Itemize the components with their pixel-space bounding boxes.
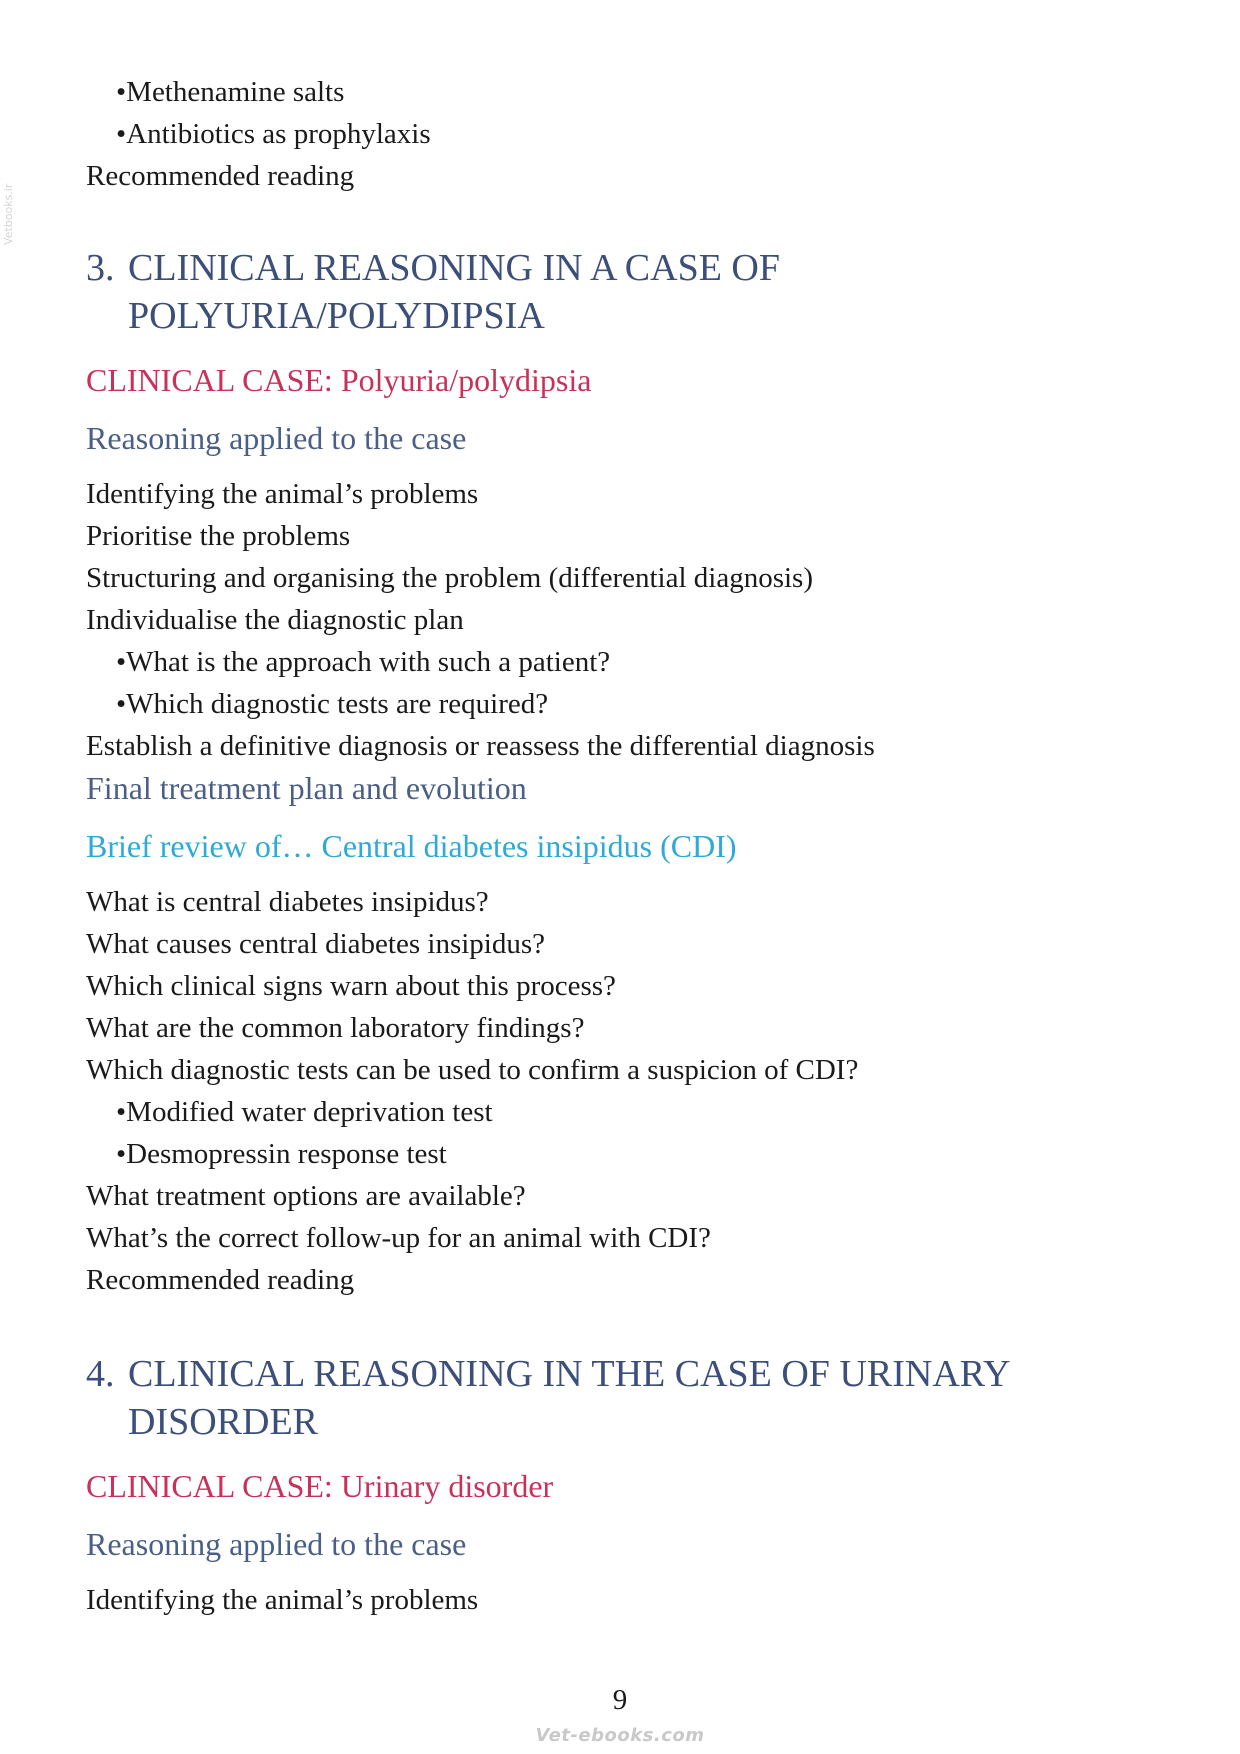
chapter-title-continued: DISORDER (128, 1401, 319, 1443)
clinical-case-heading: CLINICAL CASE: Urinary disorder (86, 1468, 554, 1504)
bullet-item: •Modified water deprivation test (116, 1096, 493, 1128)
bullet-item: •What is the approach with such a patient? (116, 646, 611, 678)
chapter-title-line: CLINICAL REASONING IN THE CASE OF URINARY (128, 1353, 1011, 1395)
recommended-reading: Recommended reading (86, 160, 355, 192)
list-item: Which clinical signs warn about this process? (86, 970, 616, 1002)
review-heading: Brief review of… Central diabetes insipidus (CDI) (86, 828, 737, 864)
list-item: What are the common laboratory findings? (86, 1012, 585, 1044)
page-number: 9 (612, 1684, 628, 1716)
recommended-reading: Recommended reading (86, 1264, 355, 1296)
side-watermark: Vetbooks.ir (2, 183, 15, 245)
clinical-case-heading: CLINICAL CASE: Polyuria/polydipsia (86, 362, 592, 398)
footer-watermark: Vet-ebooks.com (535, 1725, 705, 1746)
list-item: Individualise the diagnostic plan (86, 604, 464, 636)
list-item: Identifying the animal’s problems (86, 478, 479, 510)
reasoning-heading: Reasoning applied to the case (86, 1526, 467, 1562)
list-item: What is central diabetes insipidus? (86, 886, 489, 918)
chapter-title-line: CLINICAL REASONING IN A CASE OF (128, 247, 781, 289)
list-item: Prioritise the problems (86, 520, 351, 552)
chapter-number: 3. (86, 247, 115, 289)
chapter-number: 4. (86, 1353, 115, 1395)
bullet-item: •Desmopressin response test (116, 1138, 447, 1170)
chapter-title (86, 244, 780, 292)
list-item: Identifying the animal’s problems (86, 1584, 479, 1616)
chapter-title (86, 1350, 1010, 1398)
bullet-item: •Which diagnostic tests are required? (116, 688, 549, 720)
final-plan-heading: Final treatment plan and evolution (86, 770, 527, 806)
list-item: What causes central diabetes insipidus? (86, 928, 546, 960)
bullet-item: •Methenamine salts (116, 76, 345, 108)
list-item: What’s the correct follow-up for an animal with CDI? (86, 1222, 711, 1254)
list-item: Structuring and organising the problem (differential diagnosis) (86, 562, 813, 594)
chapter-title-continued: POLYURIA/POLYDIPSIA (128, 295, 545, 337)
reasoning-heading: Reasoning applied to the case (86, 420, 467, 456)
list-item: What treatment options are available? (86, 1180, 526, 1212)
list-item: Which diagnostic tests can be used to confirm a suspicion of CDI? (86, 1054, 859, 1086)
bullet-item: •Antibiotics as prophylaxis (116, 118, 431, 150)
list-item: Establish a definitive diagnosis or reassess the differential diagnosis (86, 730, 875, 762)
